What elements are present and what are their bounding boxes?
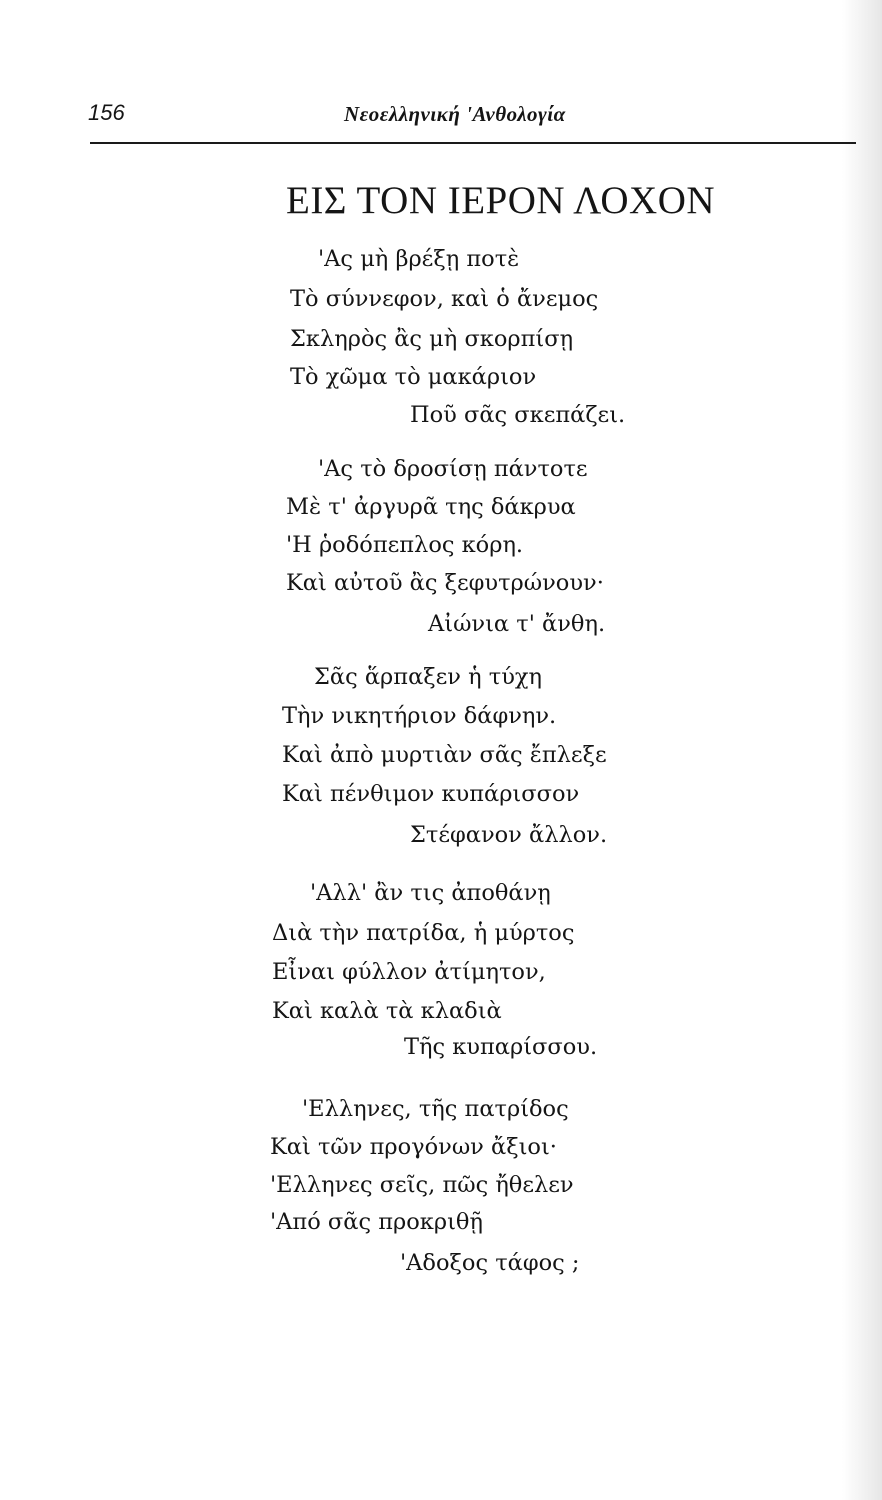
stanza-1-line-1: 'Ας μὴ βρέξῃ ποτὲ [318, 246, 520, 272]
stanza-5-line-1: 'Ελληνες, τῆς πατρίδος [302, 1096, 569, 1122]
stanza-1-line-4: Τὸ χῶμα τὸ μακάριον [290, 364, 537, 390]
stanza-4-line-2: Διὰ τὴν πατρίδα, ἡ μύρτος [272, 920, 575, 946]
stanza-2-line-3: 'Η ῥοδόπεπλος κόρη. [286, 532, 524, 558]
stanza-2-line-1: 'Ας τὸ δροσίσῃ πάντοτε [318, 456, 588, 482]
stanza-2-line-5: Αἰώνια τ' ἄνθη. [428, 611, 606, 637]
stanza-3-line-3: Καὶ ἀπὸ μυρτιὰν σᾶς ἔπλεξε [282, 742, 607, 768]
stanza-5-line-2: Καὶ τῶν προγόνων ἄξιοι· [270, 1134, 557, 1160]
stanza-2-line-2: Μὲ τ' ἀργυρᾶ της δάκρυα [286, 494, 576, 520]
stanza-5-line-4: 'Από σᾶς προκριθῇ [270, 1209, 483, 1235]
page-number: 156 [88, 100, 125, 125]
stanza-3-line-1: Σᾶς ἅρπαξεν ἡ τύχη [314, 664, 543, 690]
stanza-2-line-4: Καὶ αὐτοῦ ἂς ξεφυτρώνουν· [286, 570, 604, 596]
poem-title: ΕΙΣ ΤΟΝ ΙΕΡΟΝ ΛΟΧΟΝ [286, 179, 716, 222]
stanza-4-line-5: Τῆς κυπαρίσσου. [404, 1034, 598, 1060]
stanza-3-line-2: Τὴν νικητήριον δάφνην. [282, 703, 557, 729]
stanza-1-line-2: Τὸ σύννεφον, καὶ ὁ ἄνεμος [290, 286, 599, 312]
stanza-4-line-3: Εἶναι φύλλον ἀτίμητον, [272, 959, 546, 985]
stanza-3-line-5: Στέφανον ἄλλον. [410, 822, 608, 848]
stanza-5-line-5: 'Αδοξος τάφος ; [400, 1250, 580, 1276]
stanza-4-line-4: Καὶ καλὰ τὰ κλαδιὰ [272, 998, 502, 1024]
stanza-1-line-5: Ποῦ σᾶς σκεπάζει. [410, 402, 626, 428]
stanza-1-line-3: Σκληρὸς ἂς μὴ σκορπίσῃ [290, 326, 574, 352]
running-title: Νεοελληνική 'Ανθολογία [344, 102, 566, 126]
stanza-3-line-4: Καὶ πένθιμον κυπάρισσον [282, 781, 580, 807]
page-edge-shading [842, 0, 882, 1500]
stanza-5-line-3: 'Ελληνες σεῖς, πῶς ἤθελεν [270, 1172, 574, 1198]
stanza-4-line-1: 'Αλλ' ἂν τις ἀποθάνῃ [310, 880, 551, 906]
header-rule [90, 142, 856, 144]
